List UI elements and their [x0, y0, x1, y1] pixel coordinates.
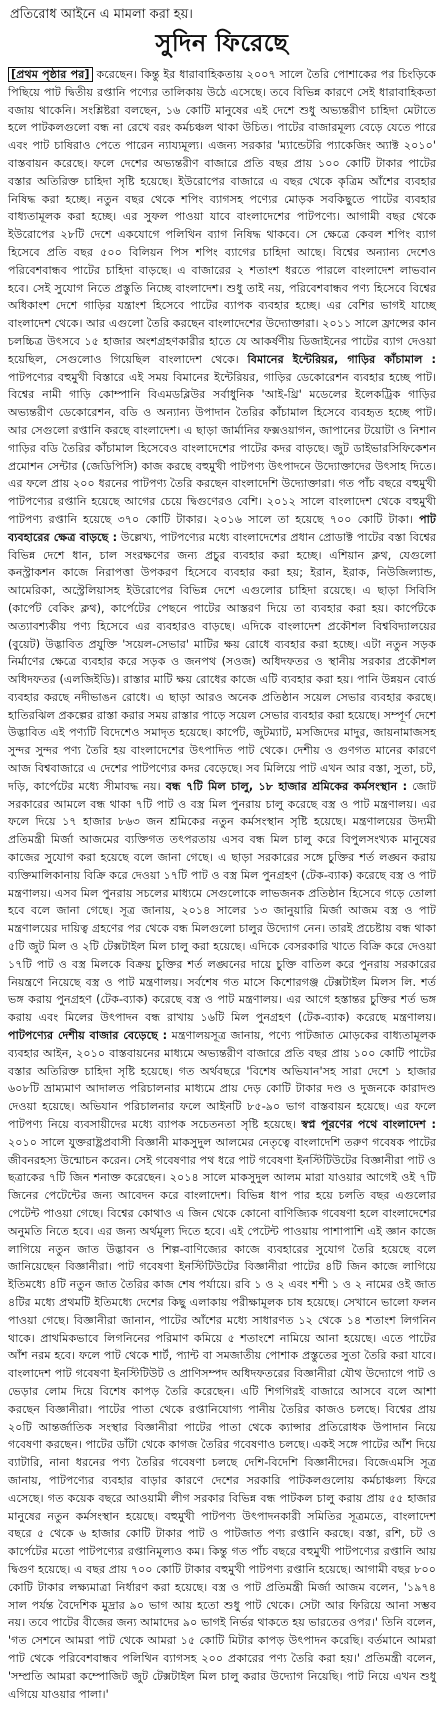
paragraph-6: ২০১০ সালে যুক্তরাষ্ট্রপ্রবাসী বিজ্ঞানী মাকসুদুল আলমের নেতৃত্বে বাংলাদেশি তরুণ গবেষক পাটের জীবনরহস্য উন্মোচন করেন। সেই গবেষণার পথ ধরে পাট গবেষণা ইনস্টিটিউটের বিজ্ঞানীরা পাট ও ছত্রাকের ৭টি জিন শনাক্ত করেছেন। ২০১৪ সালে মাকসুদুল আলম মারা যাওয়ার আগেই ওই ৭টি জিনের পেটেন্টের জন্য আবেদন করে বাংলাদেশ। বিভিন্ন ধাপ পার হয়ে চলতি বছর এগুলোর পেটেন্ট পাওয়া গেছে। বিশ্বের কোথাও এ জিন থেকে কোনো বাণিজ্যিক গবেষণা হলে বাংলাদেশের অনুমতি নিতে হবে। এর জন্য অর্থমূল্য দিতে হবে। এই পেটেন্ট পাওয়ায় পাশাপাশি এই জ্ঞান কাজে লাগিয়ে নতুন জাত উদ্ভাবন ও শিল্প-বাণিজ্যের কাজে ব্যবহারের সুযোগ তৈরি হয়েছে বলে জানিয়েছেন বিজ্ঞানীরা। পাট গবেষণা ইনস্টিটিউটের বিজ্ঞানীরা পাটের ৪টি জিন কাজে লাগিয়ে ইতিমধ্যে ৪টি নতুন জাত তৈরির কাজ শেষ পর্যায়ে। রবি ১ ও ২ এবং শশী ১ ও ২ নামের ওই জাত ৪টির মধ্যে প্রথমটি ইতিমধ্যে দেশের কিছু এলাকায় পরীক্ষামূলক চাষ হয়েছে। সেখানে ভালো ফলন পাওয়া গেছে। বিজ্ঞানীরা জানান, পাটের আঁশের মধ্যে সাধারণত ১২ থেকে ১৪ শতাংশ লিগনিন থাকে। প্রাথমিকভাবে লিগনিনের পরিমাণ কমিয়ে ৫ শতাংশে নামিয়ে আনা হয়েছে। এতে পাটের আঁশ নরম হবে। ফলে পাট থেকে শার্ট, প্যান্ট বা সমজাতীয় পোশাক প্রস্তুতের সুতা তৈরি করা যাবে। বাংলাদেশ পাট গবেষণা ইনস্টিটিউট ও প্রাণিসম্পদ অধিদফতরের বিজ্ঞানীরা যৌথ উদ্যোগে পাট ও ভেড়ার লোম দিয়ে বিশেষ কাপড় তৈরি করেছেন। এটি শিগগিরই বাজারে আসবে বলে আশা করছেন বিজ্ঞানীরা। পাটের পাতা থেকে রপ্তানিযোগ্য পানীয় তৈরির কাজও চলছে। বিশ্বের প্রায় ২০টি আন্তর্জাতিক সংস্থার বিজ্ঞানীরা পাটের পাতা থেকে ক্যান্সার প্রতিরোধক উপাদান নিয়ে গবেষণা করছেন। পাটের ডাঁটা থেকে কাগজ তৈরির গবেষণাও চলছে। একই সঙ্গে পাটের আঁশ দিয়ে ব্যাটারি, নানা ধরনের পণ্য তৈরির গবেষণা চলছে দেশি-বিদেশি বিজ্ঞানীদের। বিজেএমসি সূত্র জানায়, পাটপণ্যের ব্যবহার বাড়ার কারণে দেশের সরকারি পাটকলগুলোয় কর্মচাঞ্চল্য ফিরে এসেছে। গত কয়েক বছরে আওয়ামী লীগ সরকার বিভিন্ন বন্ধ পাটকল চালু করায় প্রায় ৫৫ হাজার মানুষের নতুন কর্মসংস্থান হয়েছে। বহুমুখী পাটপণ্য উৎপাদনকারী সমিতির সূত্রমতে, বাংলাদেশ বছরে ৫ থেকে ৬ হাজার কোটি টাকার পাট ও পাটজাত পণ্য রপ্তানি করছে। বস্তা, রশি, চট ও কার্পেটের মতো পাটপণ্যের রপ্তানিমূল্যও কম। কিন্তু গত পাঁচ বছরে বহুমুখী পাটপণ্যের রপ্তানি আয় দ্বিগুণ হয়েছে। এ বছর প্রায় ৭০০ কোটি টাকার বহুমুখী পাটপণ্য রপ্তানি হয়েছে। আগামী বছর ৮০০ কোটি টাকার লক্ষ্যমাত্রা নির্ধারণ করা হয়েছে। বস্ত্র ও পাট প্রতিমন্ত্রী মির্জা আজম বলেন, '১৯৭৪ সাল পর্যন্ত বৈদেশিক মুদ্রার ৯০ ভাগ আয় হতো শুধু পাট থেকে। সেটা আর ফিরিয়ে আনা সম্ভব নয়। তবে পাটের বীজের জন্য আমাদের ৯০ ভাগই নির্ভর থাকতে হয় ভারতের ওপর।' তিনি বলেন, 'গত সেশনে আমরা পাট থেকে আমরা ১৫ কোটি মিটার কাপড় উৎপাদন করেছি। বর্তমানে আমরা পাট থেকে পরিবেশবান্ধব পলিথিন ব্যাগসহ ২০০ প্রকারের পণ্য তৈরি করা হয়।' প্রতিমন্ত্রী বলেন, 'সম্প্রতি আমরা কম্পোজিট জুট টেক্সটাইল মিল চালু করার উদ্যোগ নিয়েছি। পাট নিয়ে এখন শুধু এগিয়ে যাওয়ার পালা।': [8, 1135, 436, 1701]
subheading-interior-car-material: বিমানের ইন্টেরিয়র, গাড়ির কাঁচামাল :: [247, 352, 436, 366]
paragraph-4: জোট সরকারের আমলে বন্ধ থাকা ৭টি পাট ও বস্ত্র মিল পুনরায় চালু করেছে বস্ত্র ও পাট মন্ত্রণালয়। এর ফলে দিয়ে ১৭ হাজার ৮৬৩ জন শ্রমিকের নতুন কর্মসংস্থান সৃষ্টি হয়েছে। মন্ত্রণালয়ের উদ্যমী প্রতিমন্ত্রী মির্জা আজমের ব্যক্তিগত তৎপরতায় এসব বন্ধ মিল চালু করে বিপুলসংখ্যক মানুষের কাজের সুযোগ করা হয়েছে বলে জানা গেছে। এ ছাড়া সরকারের সঙ্গে চুক্তির শর্ত লঙ্ঘন করায় ব্যক্তিমালিকানায় বিক্রি করে দেওয়া ১৭টি পাট ও বস্ত্র মিল পুনগ্রহণ (টেক-ব্যাক) করেছে বস্ত্র ও পাট মন্ত্রণালয়। এসব মিল পুনরায় সচলের মাধ্যমে সেগুলোকে লাভজনক প্রতিষ্ঠান হিসেবে গড়ে তোলা হবে বলে জানা গেছে। সূত্র জানায়, ২০১৪ সালের ১৩ জানুয়ারি মির্জা আজম বস্ত্র ও পাট মন্ত্রণালয়ের দায়িত্ব গ্রহণের পর থেকে বন্ধ মিলগুলো চালুর উদ্যোগ নেন। তারই প্রচেষ্টায় বন্ধ থাকা ৫টি জুট মিল ও ২টি টেক্সটাইল মিল চালু করা হয়েছে। এদিকে বেসরকারি খাতে বিক্রি করে দেওয়া ১৭টি পাট ও বস্ত্র মিলকে বিক্রয় চুক্তির শর্ত লঙ্ঘনের দায়ে চুক্তি বাতিল করে পুনরায় সরকারের নিয়ন্ত্রণে নিয়েছে বস্ত্র ও পাট মন্ত্রণালয়। সর্বশেষ গত মাসে কিশোরগঞ্জ টেক্সটাইল মিলস লি. শর্ত ভঙ্গ করায় পুনগ্রহণ (টেক-ব্যাক) করেছে বস্ত্র ও পাট মন্ত্রণালয়। এর আগে হস্তান্তর চুক্তির শর্ত ভঙ্গ করায় এবং মিলের উৎপাদন বন্ধ রাখায় ১৬টি মিল পুনগ্রহণ (টেক-ব্যাক) করেছে মন্ত্রণালয়।: [8, 779, 437, 1025]
paragraph-2: পাটপণ্যের বহুমুখী বিস্তারে এই সময় বিমানের ইন্টেরিয়র, গাড়ির ডেকোরেশন ব্যবহার হচ্ছে পাট। বিশ্বের নামী গাড়ি কোম্পানি বিএমডব্লিউর সর্বাধুনিক 'আই-থ্রি' মডেলের ইলেকট্রিক গাড়ির অভ্যন্তরীণ ডেকোরেশন, বডি ও অন্যান্য উপাদান তৈরির কাঁচামাল হিসেবে ব্যবহৃত হচ্ছে পাট। আর সেগুলো রপ্তানি করছে বাংলাদেশ। এ ছাড়া জার্মানির ফক্সওয়াগন, জাপানের টয়োটা ও নিশান গাড়ির বডি তৈরির কাঁচামাল হিসেবেও বাংলাদেশের পাটের কদর বাড়ছে। জুট ডাইভারসিফিকেশন প্রমোশন সেন্টার (জেডিপিসি) কাজ করছে বহুমুখী পাটপণ্য উৎপাদনে উদ্যোক্তাদের উৎসাহ দিতে। এর ফলে প্রায় ২০০ ধরনের পাটপণ্য তৈরি করছেন বাংলাদেশি উদ্যোক্তারা। গত পাঁচ বছরে বহুমুখী পাটপণ্যের রপ্তানি হয়েছে আগের চেয়ে দ্বিগুণেরও বেশি। ২০১২ সালে বাংলাদেশ থেকে বহুমুখী পাটপণ্য রপ্তানি হয়েছে ৩৭০ কোটি টাকার। ২০১৬ সালে তা হয়েছে ৭০০ কোটি টাকা।: [8, 370, 436, 526]
subheading-jute-usage: পাট ব্যবহারের ক্ষেত্র বাড়ছে :: [8, 512, 436, 544]
paragraph-3: উল্লেখ্য, পাটপণ্যের মধ্যে বাংলাদেশের প্রধান প্রোডাক্ট পাটের বস্তা বিশ্বের বিভিন্ন দেশে ধান, চাল সংরক্ষণের জন্য প্রচুর ব্যবহার করা হচ্ছে। এশিয়ান ক্লথ, যেগুলো কনস্ট্রাকশন কাজে নিরাপত্তা উপকরণ হিসেবে ব্যবহার করা হয়; ইরান, ইরাক, নিউজিল্যান্ড, আমেরিকা, অস্ট্রেলিয়াসহ ইউরোপের বিভিন্ন দেশে এগুলোর চাহিদা রয়েছে। এ ছাড়া সিবিসি (কার্পেট বেকিং ক্লথ), কার্পেটের পেছনে পাটের আস্তরণ দিয়ে তা ব্যবহার করা হয়। কার্পেটকে অত্যাবশ্যকীয় পণ্য হিসেবে এর ব্যবহারও বাড়ছে। এদিকে বাংলাদেশ প্রকৌশল বিশ্ববিদ্যালয়ের (বুয়েট) উদ্ভাবিত প্রযুক্তি 'সয়েল-সেভার' মাটির ক্ষয় রোধে ব্যবহার করা হচ্ছে। এটা নতুন সড়ক নির্মাণের ক্ষেত্রে ব্যবহার করে সড়ক ও জনপথ (সওজ) অধিদফতর ও স্থানীয় সরকার প্রকৌশল অধিদফতর (এলজিইডি)। রাস্তার মাটি ক্ষয় রোধের কাজে এটি ব্যবহার করা হয়। পানি উন্নয়ন বোর্ড ব্যবহার করছে নদীভাঙন রোধে। এ ছাড়া আরও অনেক প্রতিষ্ঠান সয়েল সেভার ব্যবহার করছে। হাতিরঝিল প্রকল্পের রাস্তা করার সময় রাস্তার পাড়ে সয়েল সেভার ব্যবহার করা হয়েছে। সম্পূর্ণ দেশে উদ্ভাবিত এই পণ্যটি বিদেশেও সমাদৃত হয়েছে। কার্পেট, জুটম্যাট, মসজিদের মাদুর, জায়নামাজসহ সুন্দর সুন্দর পণ্য তৈরি হয় বাংলাদেশের উৎপাদিত পাট থেকে। দেশীয় ও গুণগত মানের কারণে আজ বিশ্ববাজারে এ দেশের পাটপণ্যের কদর বেড়েছে। সব মিলিয়ে পাট এখন আর বস্তা, সুতা, চট, দড়ি, কার্পেটের মধ্যে সীমাবদ্ধ নয়।: [8, 530, 436, 793]
previous-article-tail: প্রতিরোধ আইনে এ মামলা করা হয়।: [10, 7, 193, 22]
article-body: [8, 66, 436, 1703]
subheading-domestic-market: পাটপণ্যের দেশীয় বাজার বেড়েছে :: [8, 1029, 168, 1043]
paragraph-5: মন্ত্রণালয়সূত্র জানায়, পণ্যে পাটজাত মোড়কের বাধ্যতামূলক ব্যবহার আইন, ২০১০ বাস্তবায়নের মাধ্যমে অভ্যন্তরীণ বাজারে প্রতি বছর প্রায় ১০০ কোটি পাটের বস্তার অতিরিক্ত চাহিদা সৃষ্টি হয়েছে। গত অর্থবছরে 'বিশেষ অভিযান'সহ সারা দেশে ১ হাজার ৬০৮টি ভ্রাম্যমাণ আদালত পরিচালনার মাধ্যমে প্রায় দেড় কোটি টাকার দণ্ড ও দুজনকে কারাদণ্ড দেওয়া হয়েছে। অভিযান পরিচালনার ফলে আইনটি ৮৫-৯০ ভাগ বাস্তবায়ন হয়েছে। এর ফলে পাটপণ্য নিয়ে ব্যবসায়ীদের মধ্যে ব্যাপক সচেতনতা সৃষ্টি হয়েছে।: [8, 1029, 437, 1132]
subheading-mills-reopened: বন্ধ ৭টি মিল চালু, ১৮ হাজার শ্রমিকের কর্মসংস্থান :: [165, 779, 408, 793]
subheading-dream-fulfilment: স্বপ্ন পূরণের পথে বাংলাদেশ :: [301, 1118, 437, 1132]
headline: সুদিন ফিরেছে: [155, 29, 289, 57]
paragraph-1: করেছেন। কিন্তু ইর ধারাবাহিকতায় ২০০৭ সালে তৈরি পোশাকের পর চিংড়িকে পিছিয়ে পাট দ্বিতীয় রপ্তানি পণ্যের তালিকায় উঠে এসেছে। তবে বিভিন্ন কারণে সেই ধারাবাহিকতা বজায় থাকেনি। সংশ্লিষ্টরা বলছেন, ১৬ কোটি মানুষের এই দেশে শুধু অভ্যন্তরীণ চাহিদা মেটাতে হলে পাটকলগুলো বন্ধ না রেখে বরং কর্মচঞ্চল থাকা উচিত। পাটের বাজারমূল্য বেড়ে যেতে পারে এবং পাট চাষিরাও পেতে পারেন ন্যায্যমূল্য। এজন্য সরকার 'ম্যান্ডেটরি প্যাকেজিং অ্যাক্ট ২০১০' বাস্তবায়ন করেছে। ফলে দেশের অভ্যন্তরীণ বাজারে প্রতি বছর প্রায় ১০০ কোটি টাকার পাটের বস্তার অতিরিক্ত চাহিদা সৃষ্টি হয়েছে। ইউরোপের বাজারে এ বছর থেকে কৃত্রিম আঁশের ব্যবহার নিষিদ্ধ করা হচ্ছে। নতুন বছর থেকে শপিং ব্যাগসহ পণ্যের মোড়ক সবকিছুতে পাটের ব্যবহার বাধ্যতামূলক করা হচ্ছে। এর সুফল পাওয়া যাবে বাংলাদেশের পাটপণ্যে। আগামী বছর থেকে ইউরোপের ২৮টি দেশে একযোগে পলিথিন ব্যাগ নিষিদ্ধ থাকবে। সে ক্ষেত্রে কেবল শপিং ব্যাগ হিসেবে প্রতি বছর ৫০০ বিলিয়ন পিস শপিং ব্যাগের চাহিদা আছে। বিশ্বের অন্যান্য দেশেও পরিবেশবান্ধব পাটের চাহিদা বাড়ছে। এ বাজারের ২ শতাংশ ধরতে পারলে বাংলাদেশ লাভবান হবে। সেই সুযোগ নিতে প্রস্তুতি নিচ্ছে বাংলাদেশ। শুধু তাই নয়, পরিবেশবান্ধব পণ্য হিসেবে বিশ্বের অধিকাংশ দেশে গাড়ির যন্ত্রাংশ হিসেবে পাটের ব্যাপক ব্যবহার হচ্ছে। এর বেশির ভাগই যাচ্ছে বাংলাদেশ থেকে। আর এগুলো তৈরি করছেন বাংলাদেশের উদ্যোক্তারা। ২০১১ সালে ফ্রান্সের কান চলচ্চিত্র উৎসবে ১৫ হাজার অংশগ্রহণকারীর হাতে যে আকর্ষণীয় ডিজাইনের পাটের ব্যাগ দেওয়া হয়েছিল, সেগুলোও গিয়েছিল বাংলাদেশ থেকে।: [8, 68, 436, 366]
continuation-tag: [প্রথম পৃষ্ঠার পর]: [8, 67, 93, 82]
